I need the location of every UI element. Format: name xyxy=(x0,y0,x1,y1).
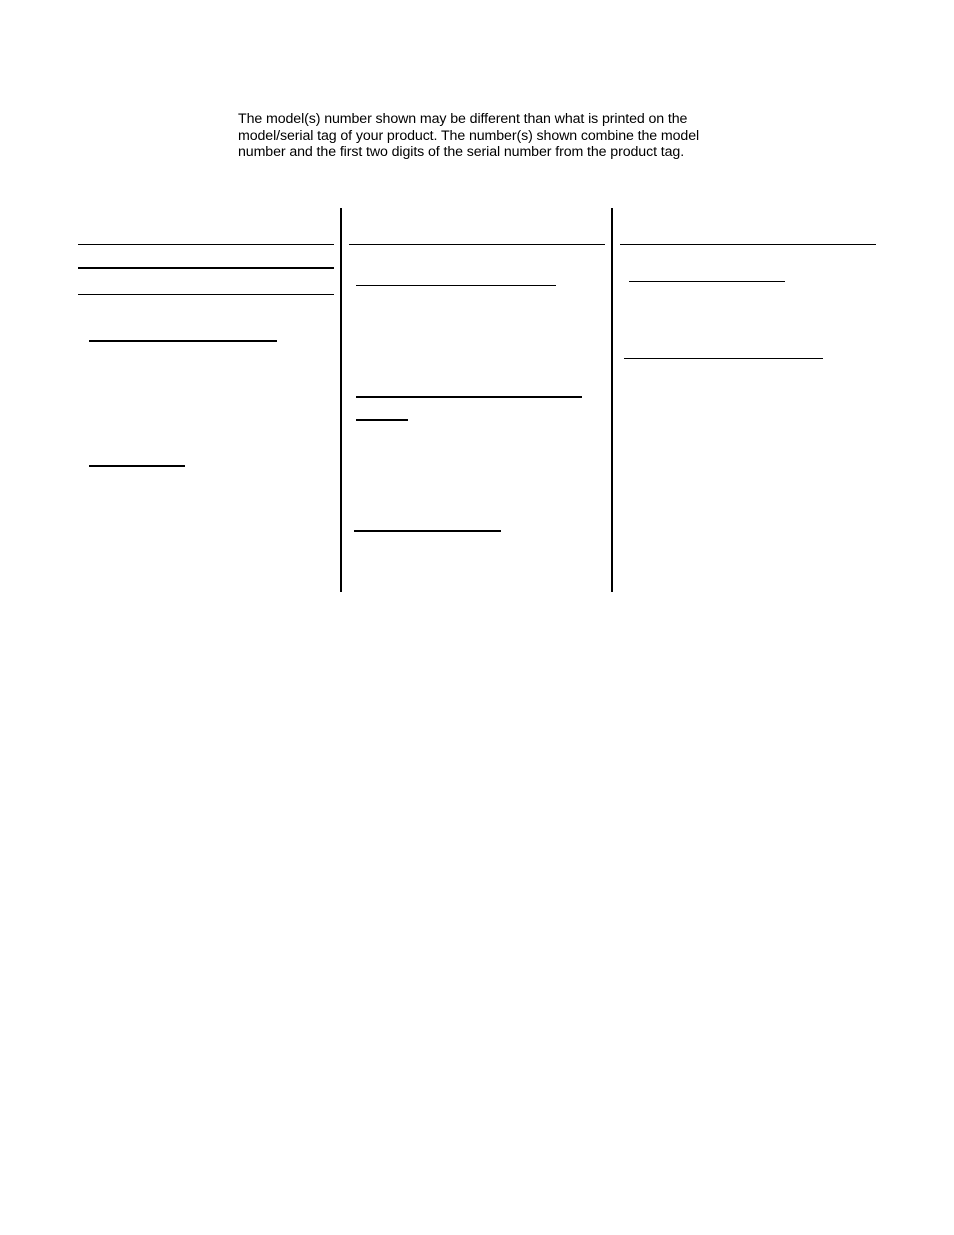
column-3-underline-2 xyxy=(624,358,823,359)
column-2-underline-1 xyxy=(356,285,556,286)
model-number-notice xyxy=(238,111,738,161)
column-divider-right xyxy=(611,208,613,592)
column-3-header-rule xyxy=(620,244,876,245)
column-1-underline-2 xyxy=(89,465,185,467)
column-2-underline-4 xyxy=(354,530,501,532)
column-divider-left xyxy=(340,208,342,592)
notice-line-2: model/serial tag of your product. The number(s) shown combine the model xyxy=(238,127,700,144)
column-1-heading-rule xyxy=(78,267,334,269)
column-2-underline-3 xyxy=(356,419,408,421)
notice-line-3: number and the first two digits of the serial number from the product tag. xyxy=(238,144,685,160)
column-2-underline-2 xyxy=(356,396,582,398)
column-1-underline-1 xyxy=(89,340,277,342)
column-3-underline-1 xyxy=(629,281,785,282)
column-1-header-rule xyxy=(78,244,334,245)
notice-line-1: The model(s) number shown may be different than what is printed on the xyxy=(238,111,688,127)
column-1-subheading-rule xyxy=(78,294,334,295)
column-2-header-rule xyxy=(349,244,605,245)
